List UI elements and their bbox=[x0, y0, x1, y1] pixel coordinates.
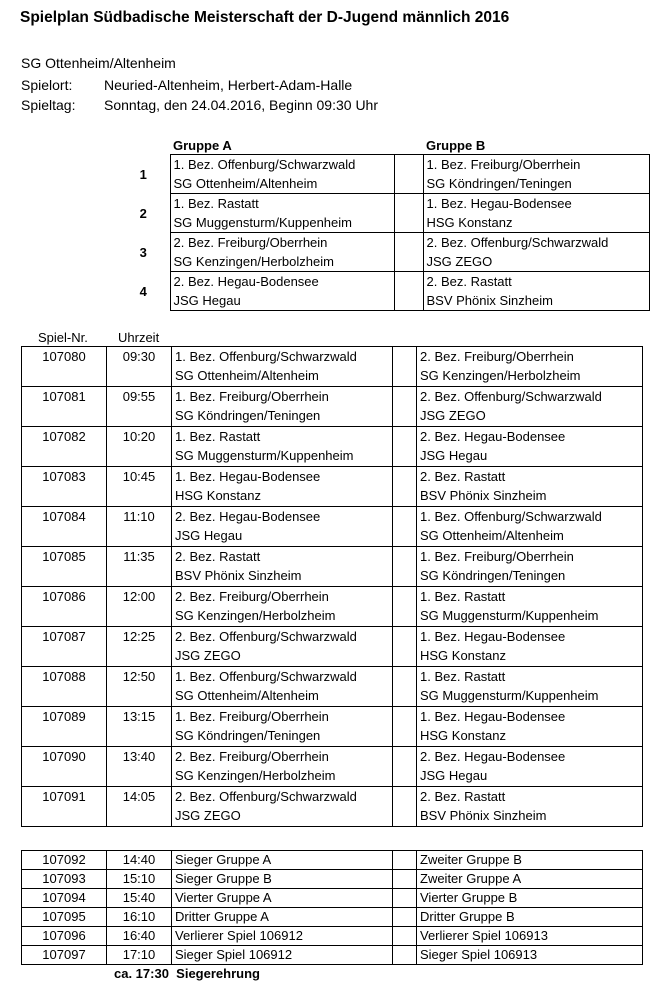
team-line-2: SG Kenzingen/Herbolzheim bbox=[173, 254, 334, 269]
team-line-2: HSG Konstanz bbox=[426, 215, 513, 230]
group-a-cell bbox=[170, 194, 394, 233]
final-gap-cell bbox=[393, 870, 417, 889]
group-b-cell bbox=[423, 233, 649, 272]
team-line-2: JSG Hegau bbox=[420, 448, 488, 463]
final-home: Sieger Gruppe B bbox=[172, 870, 393, 889]
team-line-1: 1. Bez. Hegau-Bodensee bbox=[175, 469, 321, 484]
group-b-cell bbox=[423, 272, 649, 311]
finals-table bbox=[21, 850, 643, 965]
team-line-2: JSG ZEGO bbox=[175, 808, 241, 823]
final-number: 107095 bbox=[22, 908, 107, 927]
match-time: 10:20 bbox=[107, 427, 172, 467]
match-gap-cell bbox=[393, 347, 417, 387]
match-number: 107082 bbox=[22, 427, 107, 467]
team-line-2: BSV Phönix Sinzheim bbox=[175, 568, 302, 583]
team-line-1: 2. Bez. Freiburg/Oberrhein bbox=[420, 349, 574, 364]
guest-team-cell bbox=[417, 347, 643, 387]
match-time: 13:15 bbox=[107, 707, 172, 747]
match-number: 107084 bbox=[22, 507, 107, 547]
match-time: 12:25 bbox=[107, 627, 172, 667]
home-team-cell bbox=[172, 587, 393, 627]
team-line-2: JSG ZEGO bbox=[175, 648, 241, 663]
col-time-header: Uhrzeit bbox=[118, 330, 160, 345]
final-home: Dritter Gruppe A bbox=[172, 908, 393, 927]
team-line-1: 2. Bez. Rastatt bbox=[426, 274, 512, 289]
match-time: 11:35 bbox=[107, 547, 172, 587]
team-line-1: 2. Bez. Rastatt bbox=[420, 789, 506, 804]
group-slot-number: 1 bbox=[139, 166, 147, 182]
home-team-cell bbox=[172, 707, 393, 747]
final-home: Sieger Gruppe A bbox=[172, 851, 393, 870]
host-club: SG Ottenheim/Altenheim bbox=[21, 55, 176, 71]
group-gap-cell bbox=[394, 155, 423, 194]
team-line-2: BSV Phönix Sinzheim bbox=[420, 808, 547, 823]
team-line-1: 2. Bez. Offenburg/Schwarzwald bbox=[175, 629, 357, 644]
venue-label: Spielort: bbox=[21, 77, 73, 93]
group-gap-cell bbox=[394, 233, 423, 272]
team-line-1: 2. Bez. Freiburg/Oberrhein bbox=[173, 235, 328, 250]
final-home: Vierter Gruppe A bbox=[172, 889, 393, 908]
match-number: 107085 bbox=[22, 547, 107, 587]
match-row bbox=[22, 667, 643, 707]
home-team-cell bbox=[172, 747, 393, 787]
team-line-1: 1. Bez. Hegau-Bodensee bbox=[420, 629, 566, 644]
team-line-2: SG Köndringen/Teningen bbox=[175, 728, 321, 743]
match-number: 107086 bbox=[22, 587, 107, 627]
match-table bbox=[21, 346, 643, 827]
groups-table bbox=[117, 138, 650, 311]
match-row bbox=[22, 587, 643, 627]
team-line-1: 1. Bez. Offenburg/Schwarzwald bbox=[173, 157, 356, 172]
match-row bbox=[22, 627, 643, 667]
match-row bbox=[22, 347, 643, 387]
match-row bbox=[22, 507, 643, 547]
match-gap-cell bbox=[393, 667, 417, 707]
guest-team-cell bbox=[417, 507, 643, 547]
final-guest: Dritter Gruppe B bbox=[417, 908, 643, 927]
match-row bbox=[22, 547, 643, 587]
guest-team-cell bbox=[417, 747, 643, 787]
final-gap-cell bbox=[393, 889, 417, 908]
team-line-2: SG Muggensturm/Kuppenheim bbox=[175, 448, 354, 463]
home-team-cell bbox=[172, 467, 393, 507]
team-line-2: SG Kenzingen/Herbolzheim bbox=[420, 368, 581, 383]
match-row bbox=[22, 707, 643, 747]
final-number: 107094 bbox=[22, 889, 107, 908]
final-guest: Zweiter Gruppe B bbox=[417, 851, 643, 870]
group-slot-number: 2 bbox=[139, 205, 147, 221]
final-guest: Sieger Spiel 106913 bbox=[417, 946, 643, 965]
guest-team-cell bbox=[417, 587, 643, 627]
guest-team-cell bbox=[417, 627, 643, 667]
group-a-cell bbox=[170, 272, 394, 311]
team-line-1: 2. Bez. Offenburg/Schwarzwald bbox=[175, 789, 357, 804]
guest-team-cell bbox=[417, 467, 643, 507]
match-number: 107090 bbox=[22, 747, 107, 787]
team-line-2: SG Kenzingen/Herbolzheim bbox=[175, 608, 336, 623]
final-time: 16:10 bbox=[107, 908, 172, 927]
final-number: 107093 bbox=[22, 870, 107, 889]
match-gap-cell bbox=[393, 587, 417, 627]
team-line-1: 1. Bez. Rastatt bbox=[420, 589, 506, 604]
team-line-1: 1. Bez. Hegau-Bodensee bbox=[420, 709, 566, 724]
final-gap-cell bbox=[393, 908, 417, 927]
final-home: Verlierer Spiel 106912 bbox=[172, 927, 393, 946]
guest-team-cell bbox=[417, 387, 643, 427]
guest-team-cell bbox=[417, 427, 643, 467]
team-line-2: JSG Hegau bbox=[173, 293, 241, 308]
home-team-cell bbox=[172, 547, 393, 587]
match-gap-cell bbox=[393, 747, 417, 787]
team-line-1: 2. Bez. Hegau-Bodensee bbox=[173, 274, 319, 289]
final-guest: Zweiter Gruppe A bbox=[417, 870, 643, 889]
home-team-cell bbox=[172, 667, 393, 707]
home-team-cell bbox=[172, 787, 393, 827]
final-row bbox=[22, 851, 643, 870]
team-line-1: 1. Bez. Hegau-Bodensee bbox=[426, 196, 572, 211]
team-line-2: HSG Konstanz bbox=[420, 728, 506, 743]
team-line-1: 2. Bez. Hegau-Bodensee bbox=[175, 509, 321, 524]
team-line-1: 2. Bez. Freiburg/Oberrhein bbox=[175, 589, 329, 604]
team-line-2: JSG Hegau bbox=[420, 768, 488, 783]
final-row bbox=[22, 889, 643, 908]
group-a-header: Gruppe A bbox=[173, 138, 232, 153]
home-team-cell bbox=[172, 627, 393, 667]
match-gap-cell bbox=[393, 787, 417, 827]
team-line-1: 2. Bez. Hegau-Bodensee bbox=[420, 749, 566, 764]
guest-team-cell bbox=[417, 787, 643, 827]
team-line-2: JSG ZEGO bbox=[426, 254, 493, 269]
final-time: 17:10 bbox=[107, 946, 172, 965]
match-gap-cell bbox=[393, 547, 417, 587]
group-a-cell bbox=[170, 155, 394, 194]
match-row bbox=[22, 467, 643, 507]
match-number: 107091 bbox=[22, 787, 107, 827]
team-line-2: SG Muggensturm/Kuppenheim bbox=[173, 215, 352, 230]
match-gap-cell bbox=[393, 427, 417, 467]
date-label: Spieltag: bbox=[21, 97, 76, 113]
team-line-2: SG Köndringen/Teningen bbox=[175, 408, 321, 423]
team-line-2: BSV Phönix Sinzheim bbox=[426, 293, 553, 308]
final-time: 16:40 bbox=[107, 927, 172, 946]
group-row bbox=[117, 155, 649, 194]
group-b-cell bbox=[423, 194, 649, 233]
team-line-1: 1. Bez. Rastatt bbox=[175, 429, 261, 444]
final-number: 107096 bbox=[22, 927, 107, 946]
team-line-1: 1. Bez. Freiburg/Oberrhein bbox=[175, 709, 329, 724]
match-number: 107080 bbox=[22, 347, 107, 387]
group-b-header: Gruppe B bbox=[426, 138, 486, 153]
team-line-2: JSG Hegau bbox=[175, 528, 243, 543]
match-number: 107089 bbox=[22, 707, 107, 747]
team-line-2: BSV Phönix Sinzheim bbox=[420, 488, 547, 503]
team-line-2: SG Köndringen/Teningen bbox=[420, 568, 566, 583]
team-line-1: 1. Bez. Rastatt bbox=[173, 196, 259, 211]
team-line-1: 1. Bez. Rastatt bbox=[420, 669, 506, 684]
group-gap-cell bbox=[394, 272, 423, 311]
team-line-2: SG Köndringen/Teningen bbox=[426, 176, 572, 191]
team-line-1: 1. Bez. Freiburg/Oberrhein bbox=[420, 549, 574, 564]
match-number: 107083 bbox=[22, 467, 107, 507]
final-gap-cell bbox=[393, 927, 417, 946]
team-line-1: 2. Bez. Freiburg/Oberrhein bbox=[175, 749, 329, 764]
match-time: 09:55 bbox=[107, 387, 172, 427]
group-row bbox=[117, 233, 649, 272]
final-time: 15:40 bbox=[107, 889, 172, 908]
guest-team-cell bbox=[417, 547, 643, 587]
final-gap-cell bbox=[393, 946, 417, 965]
team-line-2: SG Ottenheim/Altenheim bbox=[175, 688, 319, 703]
final-row bbox=[22, 870, 643, 889]
team-line-1: 2. Bez. Rastatt bbox=[175, 549, 261, 564]
final-home: Sieger Spiel 106912 bbox=[172, 946, 393, 965]
match-gap-cell bbox=[393, 707, 417, 747]
guest-team-cell bbox=[417, 707, 643, 747]
group-a-cell bbox=[170, 233, 394, 272]
home-team-cell bbox=[172, 347, 393, 387]
final-row bbox=[22, 908, 643, 927]
group-row bbox=[117, 272, 649, 311]
final-guest: Vierter Gruppe B bbox=[417, 889, 643, 908]
team-line-1: 1. Bez. Offenburg/Schwarzwald bbox=[175, 349, 357, 364]
match-time: 10:45 bbox=[107, 467, 172, 507]
match-row bbox=[22, 747, 643, 787]
match-time: 11:10 bbox=[107, 507, 172, 547]
venue-value: Neuried-Altenheim, Herbert-Adam-Halle bbox=[104, 77, 353, 93]
match-number: 107088 bbox=[22, 667, 107, 707]
guest-team-cell bbox=[417, 667, 643, 707]
group-slot-number: 3 bbox=[139, 244, 147, 260]
team-line-1: 1. Bez. Offenburg/Schwarzwald bbox=[175, 669, 357, 684]
team-line-2: HSG Konstanz bbox=[420, 648, 506, 663]
final-row bbox=[22, 927, 643, 946]
team-line-1: 2. Bez. Offenburg/Schwarzwald bbox=[426, 235, 609, 250]
match-time: 09:30 bbox=[107, 347, 172, 387]
match-row bbox=[22, 787, 643, 827]
team-line-2: JSG ZEGO bbox=[420, 408, 486, 423]
home-team-cell bbox=[172, 427, 393, 467]
date-value: Sonntag, den 24.04.2016, Beginn 09:30 Uhr bbox=[104, 97, 378, 113]
team-line-1: 2. Bez. Offenburg/Schwarzwald bbox=[420, 389, 602, 404]
match-time: 13:40 bbox=[107, 747, 172, 787]
team-line-2: SG Ottenheim/Altenheim bbox=[173, 176, 318, 191]
match-time: 14:05 bbox=[107, 787, 172, 827]
match-row bbox=[22, 427, 643, 467]
ceremony-label: Siegerehrung bbox=[176, 966, 260, 981]
final-guest: Verlierer Spiel 106913 bbox=[417, 927, 643, 946]
match-gap-cell bbox=[393, 467, 417, 507]
team-line-1: 1. Bez. Freiburg/Oberrhein bbox=[175, 389, 329, 404]
final-time: 15:10 bbox=[107, 870, 172, 889]
home-team-cell bbox=[172, 507, 393, 547]
team-line-1: 2. Bez. Hegau-Bodensee bbox=[420, 429, 566, 444]
team-line-1: 2. Bez. Rastatt bbox=[420, 469, 506, 484]
group-row bbox=[117, 194, 649, 233]
match-gap-cell bbox=[393, 387, 417, 427]
team-line-2: SG Ottenheim/Altenheim bbox=[175, 368, 319, 383]
final-time: 14:40 bbox=[107, 851, 172, 870]
final-row bbox=[22, 946, 643, 965]
match-row bbox=[22, 387, 643, 427]
match-number: 107087 bbox=[22, 627, 107, 667]
team-line-2: HSG Konstanz bbox=[175, 488, 261, 503]
final-number: 107092 bbox=[22, 851, 107, 870]
match-gap-cell bbox=[393, 507, 417, 547]
group-slot-number: 4 bbox=[139, 283, 147, 299]
team-line-2: SG Muggensturm/Kuppenheim bbox=[420, 688, 599, 703]
match-number: 107081 bbox=[22, 387, 107, 427]
team-line-1: 1. Bez. Freiburg/Oberrhein bbox=[426, 157, 581, 172]
col-game-header: Spiel-Nr. bbox=[38, 330, 88, 345]
page-title: Spielplan Südbadische Meisterschaft der D-Jugend männlich 2016 bbox=[20, 9, 510, 26]
team-line-2: SG Ottenheim/Altenheim bbox=[420, 528, 564, 543]
group-gap-cell bbox=[394, 194, 423, 233]
final-gap-cell bbox=[393, 851, 417, 870]
team-line-2: SG Muggensturm/Kuppenheim bbox=[420, 608, 599, 623]
match-gap-cell bbox=[393, 627, 417, 667]
team-line-1: 1. Bez. Offenburg/Schwarzwald bbox=[420, 509, 602, 524]
final-number: 107097 bbox=[22, 946, 107, 965]
group-b-cell bbox=[423, 155, 649, 194]
home-team-cell bbox=[172, 387, 393, 427]
team-line-2: SG Kenzingen/Herbolzheim bbox=[175, 768, 336, 783]
match-time: 12:00 bbox=[107, 587, 172, 627]
ceremony-time: ca. 17:30 bbox=[114, 966, 169, 981]
award-ceremony bbox=[114, 966, 260, 981]
match-time: 12:50 bbox=[107, 667, 172, 707]
